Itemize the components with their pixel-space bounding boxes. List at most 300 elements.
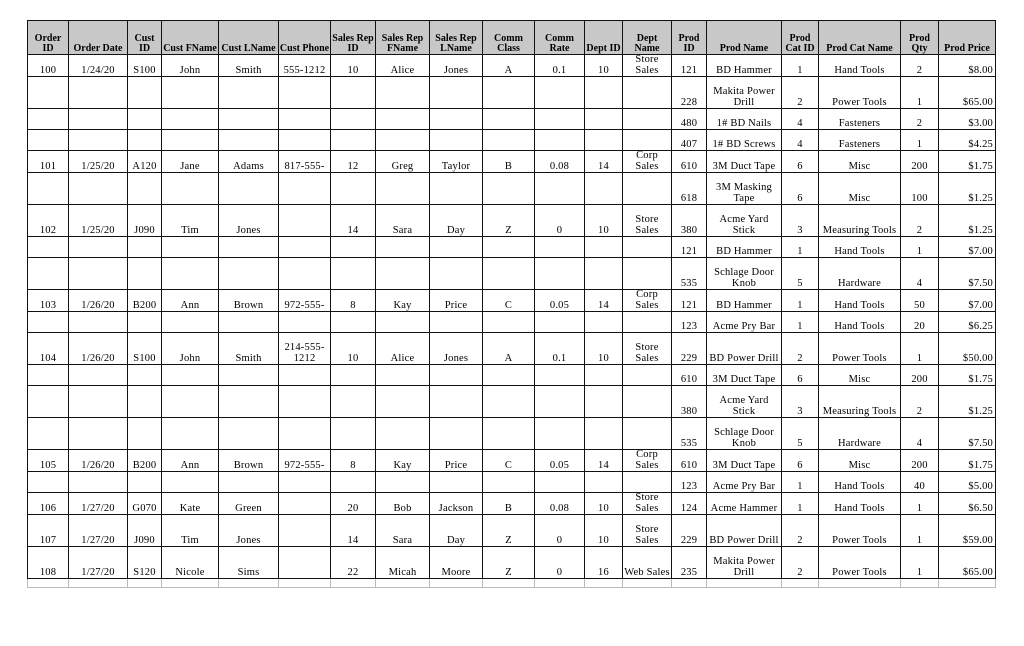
table-cell[interactable]: Day [430,515,483,547]
table-cell[interactable] [623,386,672,418]
table-cell[interactable]: $1.75 [939,450,996,472]
table-cell[interactable]: Day [430,205,483,237]
table-cell[interactable]: 214-555-1212 [279,333,331,365]
table-cell[interactable] [69,365,128,386]
column-header[interactable]: Prod Cat ID [782,21,819,55]
table-cell[interactable] [535,365,585,386]
table-cell[interactable]: Corp Sales [623,450,672,472]
table-cell[interactable] [279,515,331,547]
table-cell[interactable]: Taylor [430,151,483,173]
table-cell[interactable]: 3 [782,386,819,418]
table-cell[interactable]: 121 [672,237,707,258]
column-header[interactable]: Comm Class [483,21,535,55]
table-cell[interactable] [279,547,331,579]
table-cell[interactable] [585,418,623,450]
table-cell[interactable]: Hardware [819,418,901,450]
table-cell[interactable]: B [483,493,535,515]
table-cell[interactable]: 14 [585,290,623,312]
table-cell[interactable]: S100 [128,333,162,365]
table-cell[interactable] [623,173,672,205]
table-cell[interactable]: 10 [585,55,623,77]
table-cell[interactable]: BD Hammer [707,55,782,77]
table-cell[interactable]: 1/25/20 [69,205,128,237]
table-cell[interactable]: Alice [376,333,430,365]
table-cell[interactable]: 535 [672,258,707,290]
table-cell[interactable]: $7.00 [939,290,996,312]
table-cell[interactable]: 121 [672,55,707,77]
table-cell[interactable]: 12 [331,151,376,173]
table-cell[interactable]: Brown [219,290,279,312]
table-cell[interactable]: 229 [672,333,707,365]
table-cell[interactable]: BD Power Drill [707,515,782,547]
table-cell[interactable] [219,237,279,258]
table-cell[interactable]: Power Tools [819,77,901,109]
table-cell[interactable]: 1 [782,493,819,515]
table-cell[interactable]: 106 [28,493,69,515]
table-cell[interactable] [69,173,128,205]
table-cell[interactable]: Z [483,205,535,237]
table-cell[interactable] [219,130,279,151]
table-cell[interactable]: $8.00 [939,55,996,77]
table-cell[interactable]: 2 [901,386,939,418]
table-cell[interactable] [219,365,279,386]
table-cell[interactable] [219,109,279,130]
table-cell[interactable] [28,418,69,450]
table-cell[interactable]: Jones [430,333,483,365]
table-cell[interactable] [430,386,483,418]
table-cell[interactable] [128,472,162,493]
table-cell[interactable] [535,237,585,258]
table-cell[interactable] [483,173,535,205]
table-cell[interactable]: Jane [162,151,219,173]
table-cell[interactable]: 20 [331,493,376,515]
table-cell[interactable]: Power Tools [819,333,901,365]
empty-cell[interactable] [535,579,585,588]
table-cell[interactable]: 4 [901,418,939,450]
table-cell[interactable]: Jackson [430,493,483,515]
table-cell[interactable] [331,418,376,450]
table-cell[interactable] [279,130,331,151]
table-cell[interactable]: 555-1212 [279,55,331,77]
table-cell[interactable]: 1 [782,290,819,312]
table-cell[interactable]: Bob [376,493,430,515]
table-cell[interactable]: 1/25/20 [69,151,128,173]
table-cell[interactable] [331,173,376,205]
table-cell[interactable]: 4 [901,258,939,290]
table-cell[interactable]: 124 [672,493,707,515]
column-header[interactable]: Prod Cat Name [819,21,901,55]
table-cell[interactable]: 16 [585,547,623,579]
table-cell[interactable]: 100 [901,173,939,205]
table-cell[interactable]: 535 [672,418,707,450]
table-cell[interactable]: $4.25 [939,130,996,151]
empty-cell[interactable] [939,579,996,588]
table-cell[interactable] [376,258,430,290]
table-cell[interactable]: Jones [430,55,483,77]
table-cell[interactable] [28,77,69,109]
table-cell[interactable] [279,258,331,290]
column-header[interactable]: Cust FName [162,21,219,55]
table-cell[interactable] [623,472,672,493]
column-header[interactable]: Prod Price [939,21,996,55]
table-cell[interactable]: Acme Yard Stick [707,205,782,237]
table-cell[interactable]: 610 [672,151,707,173]
table-cell[interactable]: Acme Yard Stick [707,386,782,418]
table-cell[interactable]: 4 [782,130,819,151]
table-cell[interactable]: Measuring Tools [819,205,901,237]
table-cell[interactable]: 1 [901,333,939,365]
table-cell[interactable] [623,312,672,333]
table-cell[interactable] [219,386,279,418]
table-cell[interactable]: 817-555- [279,151,331,173]
table-cell[interactable] [219,418,279,450]
table-cell[interactable]: Acme Pry Bar [707,472,782,493]
table-cell[interactable]: Price [430,450,483,472]
table-cell[interactable]: 235 [672,547,707,579]
empty-cell[interactable] [128,579,162,588]
empty-cell[interactable] [279,579,331,588]
empty-cell[interactable] [69,579,128,588]
table-cell[interactable]: $1.25 [939,205,996,237]
table-cell[interactable]: 102 [28,205,69,237]
column-header[interactable]: Cust Phone [279,21,331,55]
table-cell[interactable] [430,472,483,493]
table-cell[interactable]: 14 [585,450,623,472]
table-cell[interactable]: 1 [782,312,819,333]
table-cell[interactable]: Tim [162,205,219,237]
table-cell[interactable] [623,130,672,151]
table-cell[interactable]: 0.08 [535,493,585,515]
table-cell[interactable]: Ann [162,450,219,472]
table-cell[interactable]: Hand Tools [819,472,901,493]
table-cell[interactable]: 50 [901,290,939,312]
table-cell[interactable] [483,312,535,333]
table-cell[interactable]: 6 [782,450,819,472]
table-cell[interactable]: Nicole [162,547,219,579]
table-cell[interactable] [331,109,376,130]
table-cell[interactable]: BD Hammer [707,290,782,312]
table-cell[interactable]: 1/27/20 [69,493,128,515]
table-cell[interactable]: Hand Tools [819,493,901,515]
table-cell[interactable]: 2 [782,77,819,109]
table-cell[interactable]: 200 [901,151,939,173]
table-cell[interactable] [162,472,219,493]
table-cell[interactable]: S120 [128,547,162,579]
table-cell[interactable]: 5 [782,258,819,290]
table-cell[interactable]: 8 [331,450,376,472]
table-cell[interactable] [483,365,535,386]
table-cell[interactable] [69,258,128,290]
table-cell[interactable] [331,386,376,418]
table-cell[interactable]: 103 [28,290,69,312]
table-cell[interactable]: 480 [672,109,707,130]
table-cell[interactable]: Sara [376,515,430,547]
table-cell[interactable] [128,258,162,290]
table-cell[interactable] [585,109,623,130]
table-cell[interactable] [483,386,535,418]
table-cell[interactable]: 1 [901,515,939,547]
table-cell[interactable]: 0.05 [535,290,585,312]
empty-cell[interactable] [585,579,623,588]
table-cell[interactable]: 1/24/20 [69,55,128,77]
table-cell[interactable]: 972-555- [279,450,331,472]
table-cell[interactable]: 3M Duct Tape [707,450,782,472]
table-cell[interactable] [69,472,128,493]
table-cell[interactable]: 1/26/20 [69,290,128,312]
table-cell[interactable] [28,258,69,290]
table-cell[interactable] [162,418,219,450]
table-cell[interactable]: Misc [819,365,901,386]
table-cell[interactable]: 1 [901,493,939,515]
empty-cell[interactable] [331,579,376,588]
table-cell[interactable]: 1# BD Screws [707,130,782,151]
table-cell[interactable]: Z [483,515,535,547]
table-cell[interactable]: $59.00 [939,515,996,547]
table-cell[interactable] [162,173,219,205]
table-cell[interactable] [376,386,430,418]
column-header[interactable]: Order ID [28,21,69,55]
column-header[interactable]: Prod ID [672,21,707,55]
table-cell[interactable]: Store Sales [623,55,672,77]
table-cell[interactable] [376,472,430,493]
table-cell[interactable] [28,386,69,418]
table-cell[interactable] [128,365,162,386]
table-cell[interactable] [162,365,219,386]
table-cell[interactable] [69,312,128,333]
table-cell[interactable]: 14 [331,205,376,237]
table-cell[interactable]: 380 [672,386,707,418]
table-cell[interactable] [162,130,219,151]
table-cell[interactable]: 2 [782,333,819,365]
table-cell[interactable] [585,237,623,258]
table-cell[interactable]: 104 [28,333,69,365]
table-cell[interactable] [162,258,219,290]
table-cell[interactable] [128,237,162,258]
table-cell[interactable] [483,109,535,130]
table-cell[interactable]: Z [483,547,535,579]
table-cell[interactable]: 2 [782,547,819,579]
table-cell[interactable]: $50.00 [939,333,996,365]
table-cell[interactable] [28,472,69,493]
table-cell[interactable]: S100 [128,55,162,77]
table-cell[interactable] [279,386,331,418]
table-cell[interactable]: 1 [901,547,939,579]
table-cell[interactable] [483,77,535,109]
table-cell[interactable]: $7.00 [939,237,996,258]
table-cell[interactable] [331,258,376,290]
table-cell[interactable]: A [483,55,535,77]
table-cell[interactable]: Smith [219,333,279,365]
table-cell[interactable]: Kay [376,290,430,312]
table-cell[interactable]: 40 [901,472,939,493]
table-cell[interactable] [219,472,279,493]
table-cell[interactable] [430,130,483,151]
table-cell[interactable] [279,109,331,130]
table-cell[interactable] [28,130,69,151]
table-cell[interactable]: 20 [901,312,939,333]
table-cell[interactable] [279,472,331,493]
table-cell[interactable] [219,173,279,205]
table-cell[interactable] [585,258,623,290]
table-cell[interactable] [623,418,672,450]
table-cell[interactable]: 610 [672,365,707,386]
table-cell[interactable] [128,77,162,109]
table-cell[interactable] [535,472,585,493]
table-cell[interactable]: $7.50 [939,258,996,290]
table-cell[interactable] [69,386,128,418]
table-cell[interactable]: J090 [128,205,162,237]
table-cell[interactable] [623,109,672,130]
table-cell[interactable]: $7.50 [939,418,996,450]
table-cell[interactable] [585,472,623,493]
table-cell[interactable]: 8 [331,290,376,312]
table-cell[interactable]: 5 [782,418,819,450]
empty-cell[interactable] [901,579,939,588]
column-header[interactable]: Sales Rep LName [430,21,483,55]
table-cell[interactable] [376,418,430,450]
table-cell[interactable] [28,365,69,386]
empty-cell[interactable] [819,579,901,588]
table-cell[interactable]: 407 [672,130,707,151]
table-cell[interactable]: Ann [162,290,219,312]
table-cell[interactable] [28,173,69,205]
table-cell[interactable]: 14 [331,515,376,547]
table-cell[interactable]: Schlage Door Knob [707,418,782,450]
table-cell[interactable]: 1 [782,55,819,77]
table-cell[interactable]: 3M Duct Tape [707,365,782,386]
table-cell[interactable]: John [162,55,219,77]
table-cell[interactable]: 3M Duct Tape [707,151,782,173]
table-cell[interactable] [28,237,69,258]
table-cell[interactable]: 1/26/20 [69,333,128,365]
table-cell[interactable]: 10 [585,493,623,515]
table-cell[interactable] [128,312,162,333]
table-cell[interactable] [483,237,535,258]
table-cell[interactable] [69,109,128,130]
table-cell[interactable]: Measuring Tools [819,386,901,418]
table-cell[interactable]: 6 [782,151,819,173]
table-cell[interactable]: Hand Tools [819,290,901,312]
empty-cell[interactable] [28,579,69,588]
table-cell[interactable]: 1/26/20 [69,450,128,472]
table-cell[interactable] [623,77,672,109]
table-cell[interactable] [219,258,279,290]
table-cell[interactable] [331,237,376,258]
table-cell[interactable] [430,258,483,290]
table-cell[interactable]: Brown [219,450,279,472]
table-cell[interactable]: $6.50 [939,493,996,515]
table-cell[interactable]: $1.25 [939,386,996,418]
table-cell[interactable] [376,237,430,258]
table-cell[interactable]: 101 [28,151,69,173]
table-cell[interactable] [69,130,128,151]
table-cell[interactable]: Kate [162,493,219,515]
table-cell[interactable] [585,173,623,205]
table-cell[interactable]: 380 [672,205,707,237]
table-cell[interactable]: $6.25 [939,312,996,333]
table-cell[interactable]: Makita Power Drill [707,77,782,109]
table-cell[interactable] [376,312,430,333]
table-cell[interactable] [623,237,672,258]
table-cell[interactable] [128,418,162,450]
table-cell[interactable]: 1 [782,237,819,258]
table-cell[interactable]: J090 [128,515,162,547]
table-cell[interactable]: 4 [782,109,819,130]
table-cell[interactable] [483,130,535,151]
table-cell[interactable] [28,312,69,333]
table-cell[interactable] [376,130,430,151]
table-cell[interactable]: Moore [430,547,483,579]
table-cell[interactable]: 22 [331,547,376,579]
table-cell[interactable]: Sara [376,205,430,237]
table-cell[interactable]: Corp Sales [623,151,672,173]
table-cell[interactable]: Adams [219,151,279,173]
table-cell[interactable] [585,312,623,333]
table-cell[interactable] [535,109,585,130]
table-cell[interactable] [331,130,376,151]
table-cell[interactable]: John [162,333,219,365]
column-header[interactable]: Cust LName [219,21,279,55]
empty-cell[interactable] [483,579,535,588]
table-cell[interactable]: BD Power Drill [707,333,782,365]
table-cell[interactable]: Misc [819,450,901,472]
table-cell[interactable]: BD Hammer [707,237,782,258]
table-cell[interactable]: 123 [672,312,707,333]
table-cell[interactable] [69,237,128,258]
table-cell[interactable]: 1 [901,130,939,151]
table-cell[interactable] [430,418,483,450]
table-cell[interactable] [430,237,483,258]
table-cell[interactable] [376,365,430,386]
table-cell[interactable]: 10 [331,55,376,77]
table-cell[interactable] [28,109,69,130]
table-cell[interactable] [331,77,376,109]
table-cell[interactable] [483,472,535,493]
table-cell[interactable] [219,77,279,109]
table-cell[interactable]: 14 [585,151,623,173]
column-header[interactable]: Sales Rep FName [376,21,430,55]
table-cell[interactable] [162,386,219,418]
table-cell[interactable]: Store Sales [623,515,672,547]
table-cell[interactable]: $1.75 [939,151,996,173]
table-cell[interactable]: 1 [901,77,939,109]
table-cell[interactable]: 0.05 [535,450,585,472]
table-cell[interactable]: $65.00 [939,77,996,109]
table-cell[interactable]: C [483,290,535,312]
table-cell[interactable]: Store Sales [623,493,672,515]
table-cell[interactable] [331,472,376,493]
table-cell[interactable] [128,130,162,151]
table-cell[interactable] [279,493,331,515]
table-cell[interactable] [279,418,331,450]
table-cell[interactable]: 200 [901,450,939,472]
table-cell[interactable]: Corp Sales [623,290,672,312]
table-cell[interactable]: $5.00 [939,472,996,493]
table-cell[interactable]: 108 [28,547,69,579]
table-cell[interactable] [279,77,331,109]
table-cell[interactable]: 3M Masking Tape [707,173,782,205]
table-cell[interactable]: A [483,333,535,365]
table-cell[interactable] [535,173,585,205]
table-cell[interactable] [279,173,331,205]
table-cell[interactable]: 0.1 [535,333,585,365]
table-cell[interactable] [279,365,331,386]
table-cell[interactable] [585,386,623,418]
table-cell[interactable]: 2 [901,55,939,77]
table-cell[interactable]: A120 [128,151,162,173]
table-cell[interactable]: 6 [782,365,819,386]
table-cell[interactable]: $1.75 [939,365,996,386]
